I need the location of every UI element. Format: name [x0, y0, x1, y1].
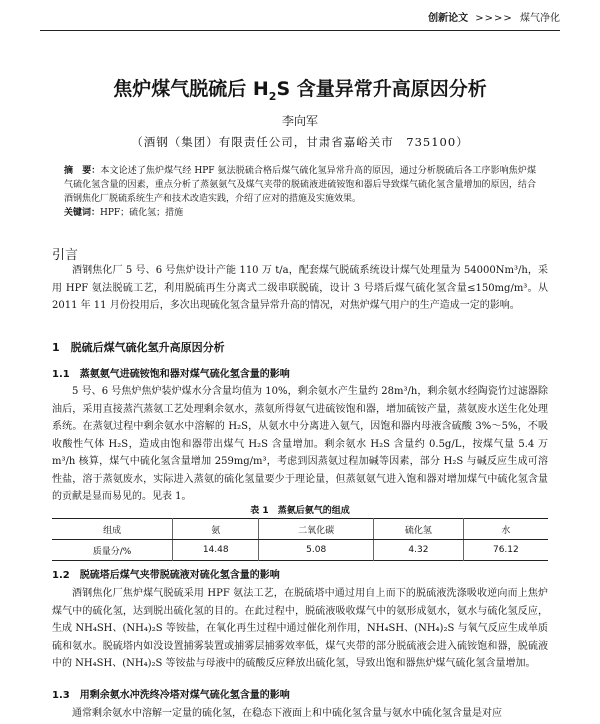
section-1-1-heading: 1.1 蒸氨氨气进硫铵饱和器对煤气硫化氢含量的影响	[52, 369, 290, 380]
table-cell: 76.12	[463, 540, 548, 561]
section-1-3-heading: 1.3 用剩余氨水冲洗终冷塔对煤气硫化氢含量的影响	[52, 690, 290, 701]
section-1-2-paragraph: 酒钢焦化厂焦炉煤气脱硫采用 HPF 氨法工艺，在脱硫塔中通过用自上而下的脱硫液洗涤吸收逆向而上焦炉煤气中的硫化氢，达到脱出硫化氢的目的。在此过程中，脱硫液吸收煤气中的氨形成氨水，氨水与硫化氢反应，生成 NH₄SH、(NH₄)₂S 等铵盐，在氧化再生过程中通过催化剂作用，NH₄SH、(NH₄)₂S 与氧气反应生成单质硫和氨水。脱硫塔内如没设置捕雾装置或捕雾层捕雾效率低，煤气夹带的部分脱硫液会进入硫铵饱和器，脱硫液中的 NH₄SH、(NH₄)₂S 等铵盐与母液中的硫酸反应释放出硫化氢，导致出饱和器焦炉煤气硫化氢含量增加。	[52, 588, 548, 669]
table-cell: 5.08	[259, 540, 374, 561]
section-1-2-heading: 1.2 脱硫塔后煤气夹带脱硫液对硫化氢含量的影响	[52, 570, 280, 581]
header-column: 煤气净化	[520, 13, 560, 24]
section-1-heading: 1 脱硫后煤气硫化氢升高原因分析	[52, 341, 225, 354]
abstract	[64, 164, 536, 206]
table-cell: 质量分/%	[92, 546, 132, 557]
table-header-cell: 氨	[173, 519, 259, 540]
intro-paragraph: 酒钢焦化厂 5 号、6 号焦炉设计产能 110 万 t/a，配套煤气脱硫系统设计煤气处理量为 54000Nm³/h，采用 HPF 氨法脱硫工艺，利用脱硫再生分离式二级串联脱硫，设计 3 号塔后煤气硫化氢含量≤150mg/m³。从 2011 年 11 月份投用后，多次出现硫化氢含量异常升高的情况，对焦炉煤气用户的生产造成一定的影响。	[52, 265, 548, 311]
affiliation: （酒钢（集团）有限责任公司，甘肃省嘉峪关市 735100）	[131, 135, 469, 149]
table-header-cell: 硫化氢	[374, 519, 464, 540]
table-header-cell: 二氧化碳	[259, 519, 374, 540]
paper-title	[0, 74, 600, 103]
table-header-cell: 水	[463, 519, 548, 540]
title-post: S 含量异常升高原因分析	[276, 78, 487, 100]
author: 李向军	[281, 114, 318, 128]
running-header	[40, 8, 560, 31]
intro-heading: 引言	[52, 248, 79, 263]
section-1-1-paragraph: 5 号、6 号焦炉焦炉装炉煤水分含量均值为 10%，剩余氨水产生量约 28m³/h，剩余氨水经陶瓷竹过滤器除油后，采用直接蒸汽蒸氨工艺处理剩余氨水，蒸氨所得氨气进硫铵饱和器，增加硫铵产量，蒸氨废水送生化处理系统。在蒸氨过程中剩余氨水中溶解的 H₂S，从氨水中分离进入氨气，因饱和器内母液含硫酸 3%～5%，不吸收酸性气体 H₂S，造成由饱和器带出煤气 H₂S 含量增加。剩余氨水 H₂S 含量约 0.5g/L，按煤气量 5.4 万 m³/h 核算，煤气中硫化氢含量增加 259mg/m³，考虑到因蒸氨过程加碱等因素，部分 H₂S 与碱反应生成可溶性盐，溶于蒸氨废水，实际进入蒸氨的硫化氢量要少于理论量，但蒸氨氨气进入饱和器对增加煤气中硫化氢含量的贡献是显而易见的。见表 1。	[52, 386, 548, 502]
table-row	[52, 540, 548, 561]
abstract-text: 本文论述了焦炉煤气经 HPF 氨法脱硫合格后煤气硫化氢异常升高的原因，通过分析脱硫后各工序影响焦炉煤气硫化氢含量的因素，重点分析了蒸氨氨气及煤气夹带的脱硫液进硫铵饱和器后导致煤气硫化氢含量增加的原因，结合酒钢焦化厂脱硫系统生产和技术改造实践，介绍了应对的措施及实施效果。	[64, 166, 536, 204]
table-header-cell: 组成	[52, 519, 173, 540]
abstract-label: 摘 要：	[64, 166, 101, 176]
keywords	[64, 206, 536, 220]
table-cell: 4.32	[374, 540, 464, 561]
table-1	[52, 518, 548, 561]
table-header-row	[52, 519, 548, 540]
title-sub: 2	[268, 89, 277, 103]
header-arrows: >>>>	[475, 13, 513, 24]
header-section: 创新论文	[428, 13, 469, 24]
table-cell: 14.48	[173, 540, 259, 561]
keywords-label: 关键词：	[64, 208, 101, 218]
section-1-3-paragraph: 通常剩余氨水中溶解一定量的硫化氢，在稳态下液面上和中硫化氢含量与氨水中硫化氢含量是对应	[72, 708, 502, 719]
table-1-caption: 表 1 蒸氨后氨气的组成	[250, 506, 350, 516]
keywords-text: HPF；硫化氢；措施	[100, 208, 184, 218]
title-pre: 焦炉煤气脱硫后 H	[113, 78, 269, 100]
